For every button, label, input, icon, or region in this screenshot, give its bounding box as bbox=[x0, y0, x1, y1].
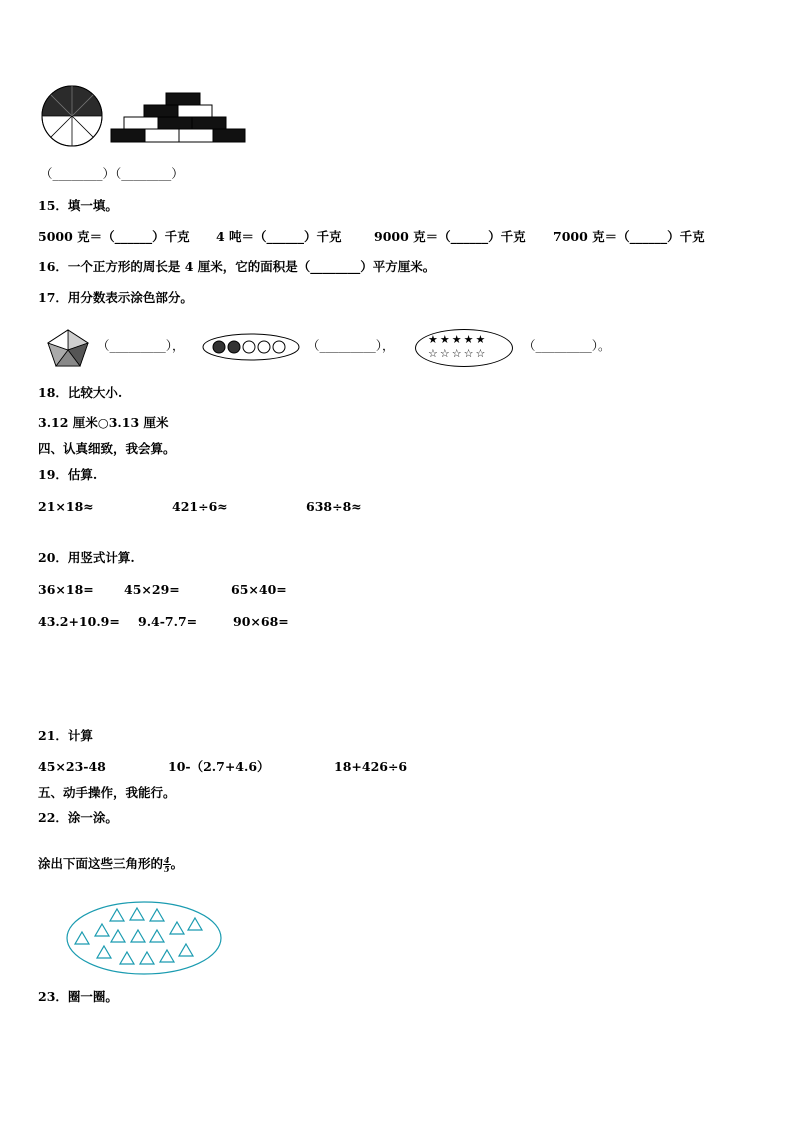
triangle bbox=[97, 946, 111, 958]
star-filled: ★ bbox=[463, 333, 476, 346]
filled-stars-row bbox=[428, 333, 487, 346]
empty-stars-row bbox=[428, 347, 487, 360]
triangle bbox=[130, 908, 144, 920]
q15-title: 15．填一填。 bbox=[38, 198, 118, 213]
q15-item-1[interactable]: 5000 克＝（______）千克 bbox=[38, 229, 190, 244]
q18-title: 18．比较大小. bbox=[38, 385, 123, 400]
q19-item-3[interactable]: 638÷8≈ bbox=[306, 499, 362, 514]
star-empty: ☆ bbox=[439, 347, 452, 360]
q20-title: 20．用竖式计算. bbox=[38, 550, 135, 565]
triangle bbox=[120, 952, 134, 964]
triangle bbox=[170, 922, 184, 934]
q19-title: 19．估算. bbox=[38, 467, 98, 482]
brick-pyramid-figure bbox=[110, 92, 246, 146]
q21-item-2[interactable]: 10-（2.7+4.6） bbox=[168, 759, 270, 774]
q17-blank-1[interactable]: （_________）， bbox=[97, 338, 185, 353]
star-empty: ☆ bbox=[475, 347, 488, 360]
q22-fraction bbox=[163, 856, 171, 873]
triangle bbox=[75, 932, 89, 944]
q20-row2-item-3[interactable]: 90×68= bbox=[233, 614, 289, 629]
q16-question[interactable]: 16．一个正方形的周长是 4 厘米，它的面积是（________）平方厘米。 bbox=[38, 259, 436, 274]
fraction-denominator: 5 bbox=[164, 864, 170, 874]
q17-blank-2[interactable]: （_________）， bbox=[307, 338, 395, 353]
star-empty: ☆ bbox=[463, 347, 476, 360]
q21-item-1[interactable]: 45×23-48 bbox=[38, 759, 106, 774]
q22-instruction-end: 。 bbox=[170, 856, 184, 871]
triangle bbox=[179, 944, 193, 956]
q20-row2-item-1[interactable]: 43.2+10.9= bbox=[38, 614, 120, 629]
section-4-heading: 四、认真细致，我会算。 bbox=[38, 441, 176, 456]
triangle bbox=[160, 950, 174, 962]
q19-item-1[interactable]: 21×18≈ bbox=[38, 499, 94, 514]
q15-item-3[interactable]: 9000 克＝（______）千克 bbox=[374, 229, 526, 244]
triangle bbox=[150, 909, 164, 921]
triangles-ellipse-outline bbox=[67, 902, 221, 974]
triangle bbox=[95, 924, 109, 936]
section-5-heading: 五、动手操作，我能行。 bbox=[38, 785, 176, 800]
circles-group-figure bbox=[201, 332, 301, 362]
q15-item-2[interactable]: 4 吨＝（______）千克 bbox=[216, 229, 342, 244]
triangle bbox=[111, 930, 125, 942]
q23-title: 23．圈一圈。 bbox=[38, 989, 118, 1004]
fraction-circle-figure bbox=[40, 84, 104, 148]
filled-circle bbox=[213, 341, 225, 353]
q19-item-2[interactable]: 421÷6≈ bbox=[172, 499, 228, 514]
triangle bbox=[131, 930, 145, 942]
star-filled: ★ bbox=[451, 333, 464, 346]
star-empty: ☆ bbox=[428, 347, 440, 360]
q20-row1-item-2[interactable]: 45×29= bbox=[124, 582, 180, 597]
q18-expression[interactable]: 3.12 厘米○3.13 厘米 bbox=[38, 415, 169, 430]
triangle bbox=[150, 930, 164, 942]
fig14-answer-blanks[interactable]: （________）（________） bbox=[40, 166, 184, 181]
empty-circle bbox=[243, 341, 255, 353]
q22-instruction: 涂出下面这些三角形的 bbox=[38, 856, 164, 871]
q21-item-3[interactable]: 18+426÷6 bbox=[334, 759, 408, 774]
triangle bbox=[110, 909, 124, 921]
star-filled: ★ bbox=[439, 333, 452, 346]
triangles-ellipse-figure[interactable] bbox=[65, 900, 223, 976]
triangle bbox=[188, 918, 202, 930]
star-filled: ★ bbox=[475, 333, 488, 346]
q17-title: 17．用分数表示涂色部分。 bbox=[38, 290, 193, 305]
q22-instruction-line bbox=[38, 856, 183, 873]
triangle bbox=[140, 952, 154, 964]
triangle-group bbox=[75, 908, 202, 964]
empty-circle bbox=[258, 341, 270, 353]
q17-blank-3[interactable]: （_________）。 bbox=[523, 338, 611, 353]
q21-title: 21．计算 bbox=[38, 728, 93, 743]
filled-circle bbox=[228, 341, 240, 353]
star-filled: ★ bbox=[428, 333, 440, 346]
q20-row1-item-1[interactable]: 36×18= bbox=[38, 582, 94, 597]
shaded-pentagon-figure bbox=[46, 328, 90, 368]
star-empty: ☆ bbox=[451, 347, 464, 360]
empty-circle bbox=[273, 341, 285, 353]
q20-row1-item-3[interactable]: 65×40= bbox=[231, 582, 287, 597]
fraction-numerator: 4 bbox=[164, 855, 170, 865]
q20-row2-item-2[interactable]: 9.4-7.7= bbox=[138, 614, 198, 629]
q22-title: 22．涂一涂。 bbox=[38, 810, 118, 825]
q15-item-4[interactable]: 7000 克＝（______）千克 bbox=[553, 229, 705, 244]
